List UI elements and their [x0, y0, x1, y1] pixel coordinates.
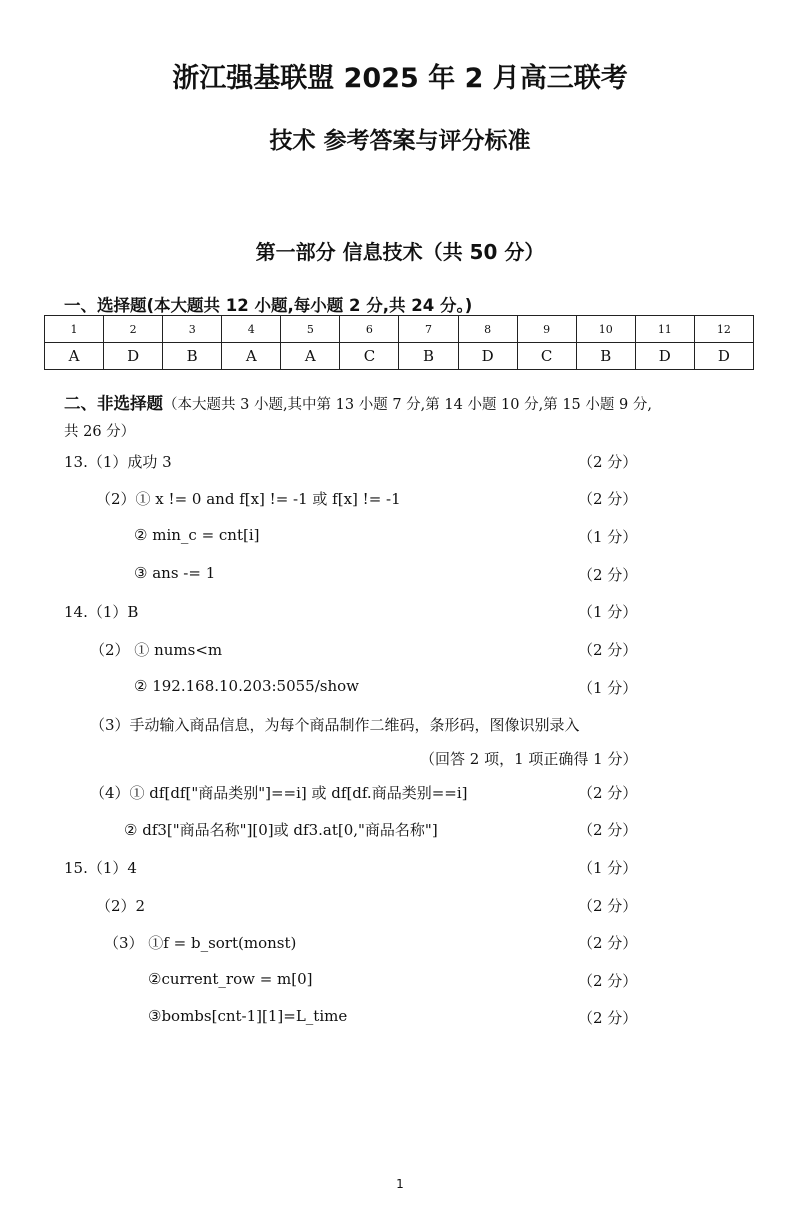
answer-cell: D	[635, 343, 694, 370]
answer-cell: B	[163, 343, 222, 370]
score: （2 分）	[578, 1009, 638, 1027]
answer-line: ② min_c = cnt[i]	[134, 526, 260, 544]
answer-line: （2）① x != 0 and f[x] != -1 或 f[x] != -1	[96, 490, 401, 508]
document-subtitle: 技术 参考答案与评分标准	[269, 128, 531, 154]
answer-line: （3） ①f = b_sort(monst)	[104, 934, 297, 952]
score: （2 分）	[578, 972, 638, 990]
answer-table-answer-row	[45, 343, 754, 370]
question-number-cell: 11	[635, 316, 694, 343]
score: （1 分）	[578, 528, 638, 546]
answer-line: ② 192.168.10.203:5055/show	[134, 677, 360, 695]
answer-line: （2）2	[96, 897, 146, 915]
document-title: 浙江强基联盟 2025 年 2 月高三联考	[172, 63, 628, 94]
answer-cell: B	[576, 343, 635, 370]
section2-note: （本大题共 3 小题,其中第 13 小题 7 分,第 14 小题 10 分,第 15 小题 9 分,	[163, 397, 652, 413]
answer-line: （3）手动输入商品信息，为每个商品制作二维码，条形码，图像识别录入	[90, 716, 580, 734]
answer-cell: D	[104, 343, 163, 370]
answer-cell: A	[222, 343, 281, 370]
answer-table-number-row	[45, 316, 754, 343]
answer-cell: D	[458, 343, 517, 370]
answer-cell: B	[399, 343, 458, 370]
question-number-cell: 10	[576, 316, 635, 343]
answer-cell: D	[694, 343, 753, 370]
answer-cell: C	[517, 343, 576, 370]
page-number: 1	[396, 1177, 404, 1191]
scoring-note: （回答 2 项，1 项正确得 1 分）	[420, 750, 638, 768]
answer-line: （2） ① nums<m	[90, 641, 223, 659]
question-number-cell: 1	[45, 316, 104, 343]
answer-table	[44, 315, 754, 370]
score: （2 分）	[578, 784, 638, 802]
question-number-cell: 4	[222, 316, 281, 343]
answer-line: ③bombs[cnt-1][1]=L_time	[148, 1007, 348, 1025]
question-number-cell: 3	[163, 316, 222, 343]
score: （2 分）	[578, 490, 638, 508]
score: （1 分）	[578, 679, 638, 697]
answer-cell: A	[45, 343, 104, 370]
answer-line: 15.（1）4	[64, 859, 137, 877]
section2-heading-line	[64, 390, 652, 414]
answer-line: ② df3["商品名称"][0]或 df3.at[0,"商品名称"]	[124, 821, 438, 839]
question-number-cell: 9	[517, 316, 576, 343]
question-number-cell: 12	[694, 316, 753, 343]
score: （1 分）	[578, 859, 638, 877]
section2-heading: 二、非选择题	[64, 394, 163, 413]
score: （1 分）	[578, 603, 638, 621]
section2-note-continued: 共 26 分）	[64, 424, 136, 440]
score: （2 分）	[578, 453, 638, 471]
answer-cell: C	[340, 343, 399, 370]
score: （2 分）	[578, 566, 638, 584]
answer-line: 14.（1）B	[64, 603, 139, 621]
score: （2 分）	[578, 821, 638, 839]
question-number-cell: 5	[281, 316, 340, 343]
score: （2 分）	[578, 934, 638, 952]
section1-heading: 一、选择题(本大题共 12 小题,每小题 2 分,共 24 分。)	[64, 296, 473, 315]
question-number-cell: 8	[458, 316, 517, 343]
score: （2 分）	[578, 897, 638, 915]
answer-line: （4）① df[df["商品类别"]==i] 或 df[df.商品类别==i]	[90, 784, 468, 802]
score: （2 分）	[578, 641, 638, 659]
answer-cell: A	[281, 343, 340, 370]
answer-line: ③ ans -= 1	[134, 564, 216, 582]
question-number-cell: 6	[340, 316, 399, 343]
question-number-cell: 2	[104, 316, 163, 343]
part-title: 第一部分 信息技术（共 50 分）	[255, 240, 545, 264]
answer-line: 13.（1）成功 3	[64, 453, 172, 471]
question-number-cell: 7	[399, 316, 458, 343]
answer-line: ②current_row = m[0]	[148, 970, 313, 988]
